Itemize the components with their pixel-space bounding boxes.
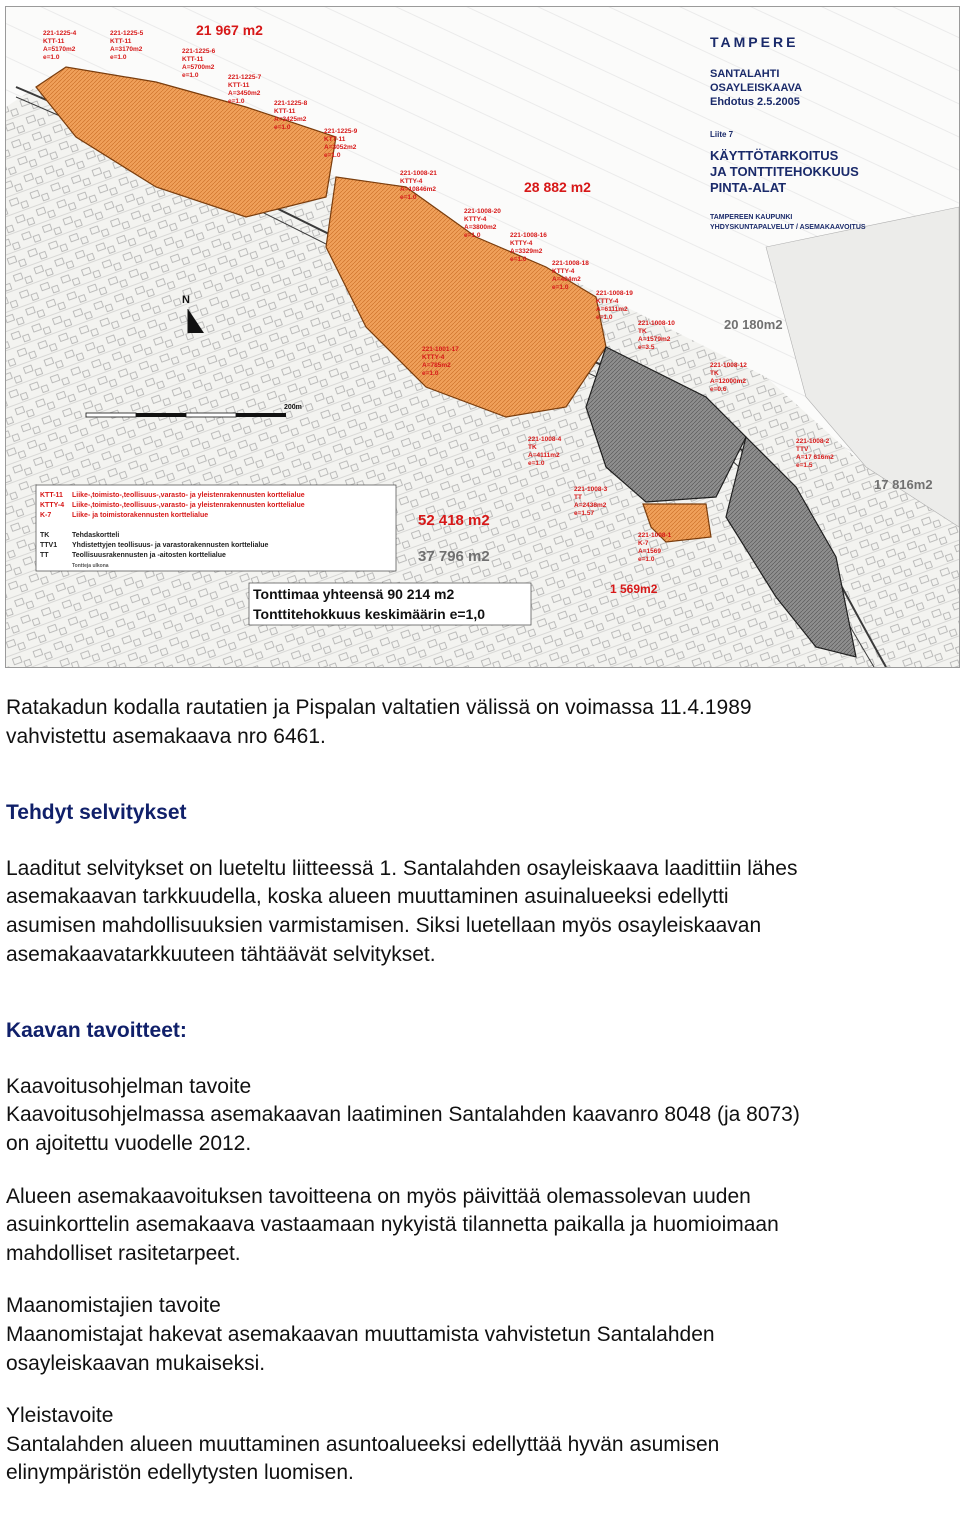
document-text (6, 694, 951, 1488)
para2-line3: asumisen mahdollisuuksien varmistamisen. Siksi luetellaan myös osayleiskaavan (6, 913, 762, 937)
svg-text:e=1.0: e=1.0 (422, 370, 439, 377)
area-total-1: 21 967 m2 (196, 22, 263, 38)
subheading-maanomistajat: Maanomistajien tavoite (6, 1294, 221, 1318)
para1-line1: Ratakadun kodalla rautatien ja Pispalan valtatien välissä on voimassa 11.4.1989 (6, 696, 752, 719)
svg-text:TTV: TTV (796, 446, 809, 453)
svg-text:KTTY-4: KTTY-4 (464, 216, 487, 223)
svg-text:e=1.0: e=1.0 (596, 314, 613, 321)
svg-text:Tonttitehokkuus keskimäärin e=: Tonttitehokkuus keskimäärin e=1,0 (253, 606, 485, 622)
svg-text:221-1225-9: 221-1225-9 (324, 128, 358, 135)
svg-text:221-1008-2: 221-1008-2 (796, 438, 830, 445)
heading-selvitykset: Tehdyt selvitykset (6, 801, 187, 825)
area-total-5: 52 418 m2 (418, 512, 490, 529)
svg-text:KTT-11: KTT-11 (110, 38, 132, 45)
area-total-4: 17 816m2 (874, 477, 933, 492)
para2-line4: asemakaavatarkkuuteen tähtäävät selvitykset. (6, 942, 436, 966)
svg-text:A=3052m2: A=3052m2 (324, 144, 357, 151)
svg-text:TK: TK (638, 328, 647, 335)
svg-text:e=1.0: e=1.0 (528, 460, 545, 467)
map-appendix: Liite 7 (710, 130, 734, 139)
svg-text:200m: 200m (284, 404, 302, 411)
para2-line1: Laaditut selvitykset on lueteltu liitteessä 1. Santalahden osayleiskaava laadittiin lähes (6, 856, 798, 880)
area-total-3: 20 180m2 (724, 317, 783, 332)
svg-text:A=1569: A=1569 (638, 548, 661, 555)
para3-line1: Kaavoitusohjelmassa asemakaavan laatiminen Santalahden kaavanro 8048 (ja 8073) (6, 1103, 800, 1127)
svg-text:KTT-11: KTT-11 (274, 108, 296, 115)
svg-text:KTTY-4: KTTY-4 (510, 240, 533, 247)
heading-tavoitteet: Kaavan tavoitteet: (6, 1019, 187, 1043)
svg-text:e=1.5: e=1.5 (796, 462, 813, 469)
svg-text:Liike- ja toimistorakennusten: Liike- ja toimistorakennusten korttelialue (72, 512, 209, 519)
svg-text:A=785m2: A=785m2 (422, 362, 451, 369)
svg-text:K-7: K-7 (40, 512, 52, 519)
para4-line1: Alueen asemakaavoituksen tavoitteena on myös päivittää olemassolevan uuden (6, 1184, 751, 1208)
svg-text:A=3170m2: A=3170m2 (110, 46, 143, 53)
svg-text:e=1.0: e=1.0 (638, 556, 655, 563)
svg-text:e=1.0: e=1.0 (400, 194, 417, 201)
svg-text:221-1008-1: 221-1008-1 (638, 532, 672, 539)
svg-text:221-1225-5: 221-1225-5 (110, 30, 144, 37)
para5-line1: Maanomistajat hakevat asemakaavan muuttamista vahvistetun Santalahden (6, 1322, 715, 1346)
map-title-1: SANTALAHTI (710, 68, 780, 80)
svg-text:TTV1: TTV1 (40, 542, 58, 549)
map-proposal: Ehdotus 2.5.2005 (710, 96, 800, 108)
svg-text:Tehdaskortteli: Tehdaskortteli (72, 532, 120, 539)
svg-text:Liike-,toimisto-,teollisuus-,v: Liike-,toimisto-,teollisuus-,varasto- ja yleistenrakennusten korttelialue (72, 492, 305, 499)
svg-text:221-1225-6: 221-1225-6 (182, 48, 216, 55)
subheading-kaavoitusohjelma: Kaavoitusohjelman tavoite (6, 1074, 252, 1098)
svg-text:A=3450m2: A=3450m2 (228, 90, 261, 97)
svg-text:e=1.0: e=1.0 (274, 124, 291, 131)
svg-text:221-1008-4: 221-1008-4 (528, 436, 562, 443)
svg-text:KTT-11: KTT-11 (228, 82, 250, 89)
svg-text:Tonttimaa yhteensä 90 214 m2: Tonttimaa yhteensä 90 214 m2 (253, 586, 455, 602)
svg-text:e=1.0: e=1.0 (324, 152, 341, 159)
svg-text:e=0.6: e=0.6 (710, 386, 727, 393)
svg-text:A=2438m2: A=2438m2 (574, 502, 607, 509)
map-subject-1: KÄYTTÖTARKOITUS (710, 148, 839, 163)
para1-line2: vahvistettu asemakaava nro 6461. (6, 724, 326, 748)
map-subject-3: PINTA-ALAT (710, 180, 787, 195)
svg-text:A=12000m2: A=12000m2 (710, 378, 746, 385)
para4-line2: asuinkorttelin asemakaava vastaamaan nykyistä tilannetta paikalla ja huomioimaan (6, 1213, 779, 1237)
svg-text:KTTY-4: KTTY-4 (596, 298, 619, 305)
svg-text:KTTY-4: KTTY-4 (422, 354, 445, 361)
svg-text:e=1.0: e=1.0 (182, 72, 199, 79)
svg-text:Liike-,toimisto-,teollisuus-,v: Liike-,toimisto-,teollisuus-,varasto- ja yleistenrakennusten korttelialue (72, 502, 305, 509)
svg-text:221-1225-7: 221-1225-7 (228, 74, 262, 81)
svg-text:KTT-11: KTT-11 (40, 492, 63, 499)
svg-text:TK: TK (710, 370, 719, 377)
svg-text:e=1.0: e=1.0 (228, 98, 245, 105)
svg-text:e=1.0: e=1.0 (110, 54, 127, 61)
svg-text:TT: TT (574, 494, 582, 501)
svg-text:e=1.0: e=1.0 (43, 54, 60, 61)
area-total-2: 28 882 m2 (524, 179, 591, 195)
para5-line2: osayleiskaavan mukaiseksi. (6, 1351, 266, 1375)
svg-text:TT: TT (40, 552, 49, 559)
svg-text:A=5170m2: A=5170m2 (43, 46, 76, 53)
para3-line2: on ajoitettu vuodelle 2012. (6, 1131, 252, 1155)
svg-text:KTTY-4: KTTY-4 (400, 178, 423, 185)
svg-text:221-1008-3: 221-1008-3 (574, 486, 608, 493)
svg-text:TK: TK (528, 444, 537, 451)
svg-text:A=3425m2: A=3425m2 (274, 116, 307, 123)
svg-text:A=1579m2: A=1579m2 (638, 336, 671, 343)
svg-text:221-1008-19: 221-1008-19 (596, 290, 633, 297)
svg-text:KTT-11: KTT-11 (43, 38, 65, 45)
svg-text:Teollisuusrakennusten ja -aito: Teollisuusrakennusten ja -aitosten korttelialue (72, 552, 226, 559)
svg-text:e=1.57: e=1.57 (574, 510, 595, 517)
svg-text:K-7: K-7 (638, 540, 649, 547)
svg-text:KTTY-4: KTTY-4 (552, 268, 575, 275)
map-subject-2: JA TONTTITEHOKKUUS (710, 164, 859, 179)
svg-text:221-1008-20: 221-1008-20 (464, 208, 501, 215)
area-total-7: 1 569m2 (610, 582, 658, 596)
map-summary (249, 583, 531, 625)
svg-text:A=404m2: A=404m2 (552, 276, 581, 283)
svg-text:TK: TK (40, 532, 50, 539)
svg-text:A=17 616m2: A=17 616m2 (796, 454, 834, 461)
area-total-6: 37 796 m2 (418, 548, 490, 565)
svg-text:e=1.0: e=1.0 (552, 284, 569, 291)
para2-line2: asemakaavan tarkkuudella, koska alueen muuttaminen asuinalueeksi edellytti (6, 885, 729, 909)
svg-text:221-1001-17: 221-1001-17 (422, 346, 459, 353)
map-org-2: YHDYSKUNTAPALVELUT / ASEMAKAAVOITUS (710, 224, 866, 231)
svg-text:221-1008-12: 221-1008-12 (710, 362, 747, 369)
svg-text:221-1008-16: 221-1008-16 (510, 232, 547, 239)
map-legend (36, 485, 396, 571)
svg-text:KTT-11: KTT-11 (182, 56, 204, 63)
svg-text:e=3.5: e=3.5 (638, 344, 655, 351)
svg-text:Yhdistettyjen teollisuus- ja v: Yhdistettyjen teollisuus- ja varastorakennusten korttelialue (72, 542, 269, 549)
para6-line2: elinympäristön edellytysten luomisen. (6, 1461, 354, 1485)
svg-text:A=6111m2: A=6111m2 (596, 306, 628, 313)
map-title-2: OSAYLEISKAAVA (710, 82, 803, 94)
para6-line1: Santalahden alueen muuttaminen asuntoalueeksi edellyttää hyvän asumisen (6, 1432, 720, 1456)
subheading-yleistavoite: Yleistavoite (6, 1404, 114, 1428)
map-city: TAMPERE (710, 34, 799, 50)
svg-text:N: N (182, 294, 190, 306)
zoning-map (5, 6, 960, 668)
svg-text:A=10846m2: A=10846m2 (400, 186, 436, 193)
svg-text:e=1.0: e=1.0 (510, 256, 527, 263)
svg-text:KTT-11: KTT-11 (324, 136, 346, 143)
svg-text:221-1008-10: 221-1008-10 (638, 320, 675, 327)
map-org-1: TAMPEREEN KAUPUNKI (710, 214, 793, 221)
svg-text:e=1.0: e=1.0 (464, 232, 481, 239)
map-svg (6, 7, 959, 667)
svg-text:221-1225-4: 221-1225-4 (43, 30, 77, 37)
svg-text:A=3329m2: A=3329m2 (510, 248, 543, 255)
para4-line3: mahdolliset rasitetarpeet. (6, 1241, 241, 1265)
svg-text:221-1008-21: 221-1008-21 (400, 170, 437, 177)
svg-text:Tontteja ulkona: Tontteja ulkona (72, 563, 109, 569)
svg-text:A=3800m2: A=3800m2 (464, 224, 497, 231)
svg-text:KTTY-4: KTTY-4 (40, 502, 65, 509)
svg-text:221-1225-8: 221-1225-8 (274, 100, 308, 107)
svg-text:221-1008-18: 221-1008-18 (552, 260, 589, 267)
svg-text:A=4111m2: A=4111m2 (528, 452, 560, 459)
svg-text:A=5700m2: A=5700m2 (182, 64, 215, 71)
